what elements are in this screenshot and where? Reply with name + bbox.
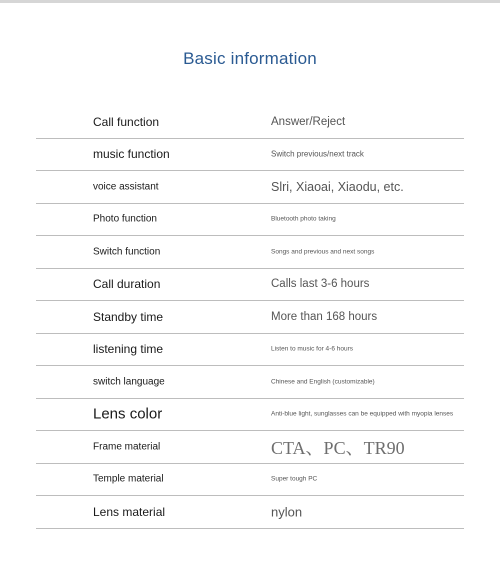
spec-label: Temple material — [93, 473, 164, 485]
spec-row-switch-language — [36, 366, 464, 399]
spec-value: Calls last 3-6 hours — [271, 278, 370, 291]
spec-table — [36, 106, 464, 529]
spec-value: nylon — [271, 504, 303, 520]
spec-value: Bluetooth photo taking — [271, 215, 336, 223]
spec-value: Slri, Xiaoai, Xiaodu, etc. — [271, 179, 404, 194]
spec-row-music-function — [36, 139, 464, 172]
spec-row-call-duration — [36, 269, 464, 302]
spec-value: CTA、PC、TR90 — [271, 437, 405, 458]
spec-label: switch language — [93, 376, 165, 388]
spec-value: More than 168 hours — [271, 310, 378, 323]
spec-row-temple-material — [36, 464, 464, 497]
spec-label: Frame material — [93, 441, 161, 453]
spec-label: Photo function — [93, 213, 157, 225]
spec-label: Call duration — [93, 277, 161, 292]
spec-value: Listen to music for 4-6 hours — [271, 345, 354, 353]
page-title: Basic information — [183, 49, 317, 68]
spec-value: Chinese and English (customizable) — [271, 378, 375, 386]
spec-value: Songs and previous and next songs — [271, 248, 375, 256]
spec-row-switch-function — [36, 236, 464, 269]
spec-row-lens-color — [36, 399, 464, 432]
spec-row-photo-function — [36, 204, 464, 237]
spec-value: Anti-blue light, sunglasses can be equipped with myopia lenses — [271, 410, 454, 418]
spec-label: music function — [93, 147, 170, 162]
spec-label: Standby time — [93, 309, 164, 324]
spec-row-listening-time — [36, 334, 464, 367]
spec-value: Super tough PC — [271, 475, 318, 483]
spec-row-lens-material — [36, 496, 464, 529]
spec-label: voice assistant — [93, 181, 159, 193]
spec-row-call-function — [36, 106, 464, 139]
spec-label: Switch function — [93, 246, 161, 258]
spec-label: listening time — [93, 342, 164, 357]
top-divider — [0, 0, 500, 3]
spec-label: Call function — [93, 114, 160, 129]
spec-value: Switch previous/next track — [271, 149, 364, 159]
spec-row-frame-material — [36, 431, 464, 464]
spec-row-standby-time — [36, 301, 464, 334]
spec-value: Answer/Reject — [271, 115, 346, 128]
spec-row-voice-assistant — [36, 171, 464, 204]
spec-label: Lens color — [93, 405, 163, 423]
spec-label: Lens material — [93, 504, 166, 519]
